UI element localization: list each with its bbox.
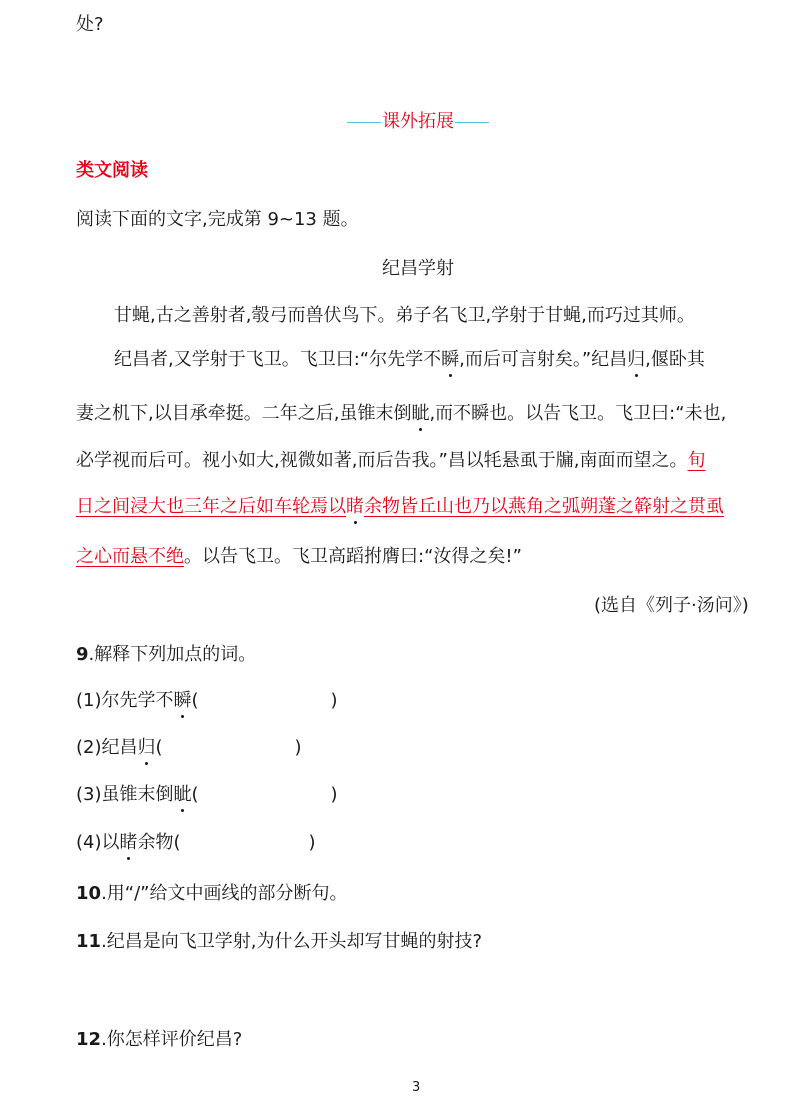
underlined-text: 之心而悬不绝 — [76, 546, 184, 567]
item-text: ( — [191, 690, 199, 711]
instruction-text: 阅读下面的文字,完成第 9~13 题。 — [76, 209, 359, 230]
text-span: 余物皆丘山也乃以燕角之弧朔蓬之簳射之贯虱 — [364, 496, 724, 517]
paragraph-2-line-4 — [76, 492, 724, 518]
question-11 — [76, 927, 482, 953]
q9-item-4 — [76, 828, 316, 854]
q9-item-3 — [76, 780, 338, 806]
text-span: 。以告飞卫。飞卫高蹈拊膺曰:“汝得之矣!” — [184, 546, 522, 567]
dotted-word: 眦 — [174, 780, 192, 806]
paragraph-2-line-3 — [76, 446, 706, 472]
item-text: ( — [191, 784, 199, 805]
item-text: (3)虽锥末倒 — [76, 784, 174, 805]
item-text: (4)以 — [76, 832, 120, 853]
question-9 — [76, 640, 256, 666]
text-span: 必学视而后可。视小如大,视微如著,而后告我。”昌以牦悬虱于牖,南面而望之。 — [76, 450, 688, 471]
source-citation: (选自《列子·汤问》) — [594, 595, 749, 616]
question-text: .用“/”给文中画线的部分断句。 — [101, 883, 348, 904]
top-fragment: 处? — [76, 14, 104, 35]
question-10 — [76, 879, 348, 905]
page-number: 3 — [412, 1080, 421, 1095]
dotted-word-zi: 眦 — [411, 399, 429, 425]
dotted-word-du: 睹 — [346, 492, 364, 518]
q9-item-1 — [76, 686, 338, 712]
dotted-word: 归 — [138, 733, 156, 759]
paragraph-2-line-1 — [114, 345, 705, 371]
item-text: (2)纪昌 — [76, 737, 138, 758]
paragraph-2-line-2 — [76, 399, 726, 425]
item-text: (1)尔先学不 — [76, 690, 174, 711]
underlined-text: 旬 — [687, 450, 706, 471]
question-number: 12 — [76, 1029, 102, 1050]
dotted-word: 睹 — [120, 828, 138, 854]
question-number: 9 — [76, 644, 89, 665]
dotted-word: 瞬 — [174, 686, 192, 712]
section-line-left — [347, 122, 381, 123]
dotted-word-shun: 瞬 — [441, 345, 459, 371]
question-12 — [76, 1025, 242, 1051]
text-span: 纪昌者,又学射于飞卫。飞卫曰:“尔先学不 — [114, 349, 442, 370]
item-text: ) — [294, 737, 302, 758]
item-text: ) — [330, 690, 338, 711]
q9-item-2 — [76, 733, 302, 759]
article-title: 纪昌学射 — [382, 258, 454, 279]
question-text: .解释下列加点的词。 — [88, 644, 257, 665]
section-title: 课外拓展 — [382, 111, 454, 132]
question-text: .纪昌是向飞卫学射,为什么开头却写甘蝇的射技? — [101, 931, 483, 952]
item-text: 余物( — [137, 832, 181, 853]
subsection-title: 类文阅读 — [76, 160, 148, 181]
section-line-right — [455, 122, 489, 123]
section-heading — [346, 107, 490, 133]
text-span: 日之间浸大也三年之后如车轮焉以 — [76, 496, 346, 517]
question-number: 10 — [76, 883, 102, 904]
question-number: 11 — [76, 931, 102, 952]
item-text: ) — [308, 832, 316, 853]
paragraph-1: 甘蝇,古之善射者,彀弓而兽伏鸟下。弟子名飞卫,学射于甘蝇,而巧过其师。 — [114, 305, 695, 326]
item-text: ( — [155, 737, 163, 758]
paragraph-2-line-5 — [76, 542, 522, 568]
question-text: .你怎样评价纪昌? — [101, 1029, 243, 1050]
text-span: ,而后可言射矣。”纪昌 — [459, 349, 628, 370]
text-span: ,偃卧其 — [645, 349, 705, 370]
item-text: ) — [330, 784, 338, 805]
text-span: ,而不瞬也。以告飞卫。飞卫曰:“未也, — [429, 403, 727, 424]
text-span: 妻之机下,以目承牵挺。二年之后,虽锥末倒 — [76, 403, 412, 424]
dotted-word-gui: 归 — [627, 345, 645, 371]
